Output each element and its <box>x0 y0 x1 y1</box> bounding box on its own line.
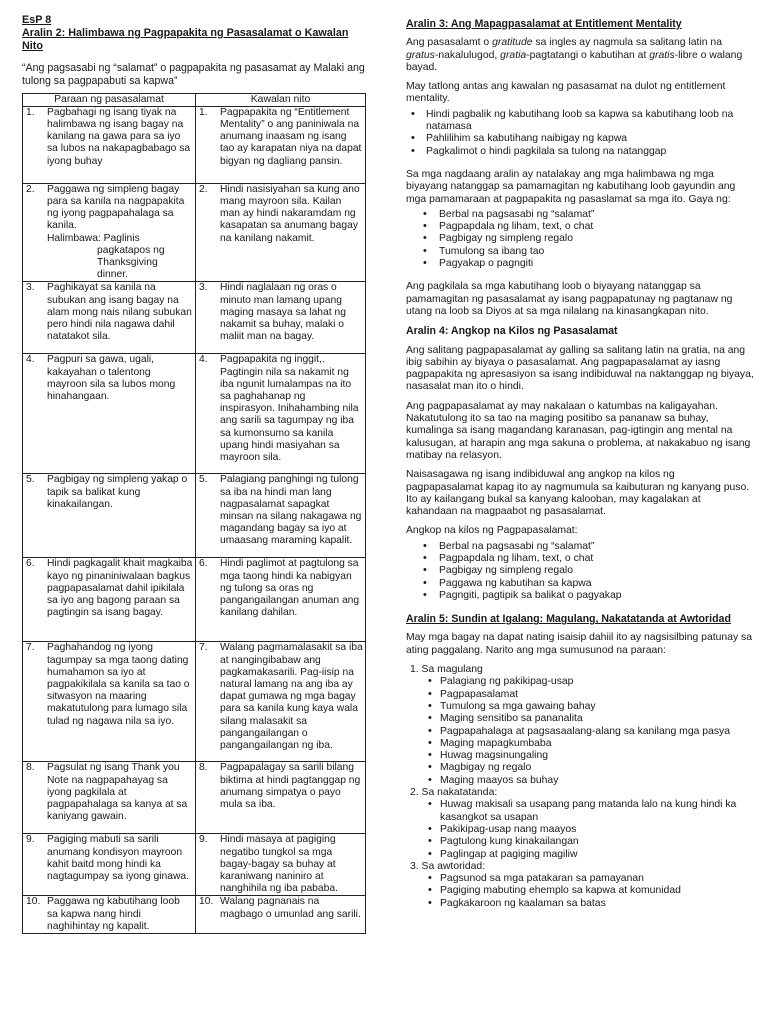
table-cell-absence <box>196 642 366 762</box>
item-text: Pagpapalagay sa sarili bilang biktima at hindi pagtanggap ng anumang simpatya o payo mula sa iba. <box>220 762 361 810</box>
item-number: 2. <box>199 183 208 195</box>
table-cell-way <box>23 762 196 834</box>
item-text: Hindi paglimot at pagtulong sa mga taong hindi ka nabigyan ng tulong sa oras ng pangangailangan anuman ang kanilang dahilan. <box>220 558 360 619</box>
item-number: 4. <box>199 354 208 366</box>
list-item: • Pakikipag-usap nang maayos <box>406 824 754 836</box>
list-item: • Pagtulong kung kinakailangan <box>406 836 754 848</box>
list-item: • Pagkalimot o hindi pagkilala sa tulong na natanggap <box>406 146 754 158</box>
list-item: • Paggawa ng kabutihan sa kapwa <box>406 578 754 590</box>
item-text: Pagsulat ng isang Thank you Note na nagpapahayag sa iyong pagkilala at pagpapahalaga sa kanya at sa kaniyang gawain. <box>47 762 188 823</box>
group-label: 3. Sa awtoridad: <box>410 860 486 872</box>
table-cell-way <box>23 896 196 934</box>
lesson-3-paragraph-4: Ang pagkilala sa mga kabutihang loob o biyayang natanggap sa pamamagitan ng pasasalamat ay isang pagpapatunay ng pagtanaw ng utang na loob sa Diyos at sa mga nilalang na kinasangkapan nito. <box>406 281 733 317</box>
lesson-5-group-authority <box>406 861 754 910</box>
lesson-4-paragraph-1: Ang salitang pagpapasalamat ay galling sa salitang latin na gratia, na ang ibig sabihin ay biyaya o pasasalamat. Ang pagpapasalamat ay iasng pagpapakita ng apresasiyon sa isang indibiduwal na naktanggap ng biyaya, nasasalat man ito o hindi. <box>406 344 754 393</box>
column-header-ways: Paraan ng pasasalamat <box>23 93 196 106</box>
item-number: 8. <box>199 762 208 774</box>
item-number: 5. <box>199 474 208 486</box>
item-text: Pagpapakita ng inggit,. Pagtingin nila sa nakamit ng iba ngunit lumalampas na ito sa paghahanap ng inspirasyon. Inihahambing nila ang sarili sa tagumpay ng iba sa kumonsumo sa kanila upang hindi masiyahan sa mayroon sila. <box>220 354 359 463</box>
item-number: 3. <box>199 282 208 294</box>
right-column <box>406 18 754 910</box>
item-number: 6. <box>199 558 208 570</box>
lesson-5-title: Aralin 5: Sundin at Igalang: Magulang, Nakatatanda at Awtoridad <box>406 613 731 626</box>
table-cell-absence <box>196 183 366 282</box>
example-text: pagkatapos ng Thanksgiving dinner. <box>97 244 165 281</box>
item-text: Hindi masaya at pagiging negatibo tungkol sa mga bagay-bagay sa buhay at karaniwang naniniro at nanghihila ng iba pababa. <box>220 834 338 895</box>
list-item: • Maging maayos sa buhay <box>406 775 754 787</box>
list-item: • Pahlilihim sa kabutihang naibigay ng kapwa <box>406 133 754 145</box>
lesson-3-list-1 <box>406 109 754 158</box>
list-item: • Berbal na pagsasabi ng “salamat” <box>406 209 754 221</box>
table-cell-way <box>23 474 196 558</box>
item-number: 2. <box>26 183 35 195</box>
list-item: • Maging sensitibo sa pananalita <box>406 713 754 725</box>
table-row <box>23 106 366 183</box>
lesson-3-paragraph-2: May tatlong antas ang kawalan ng pasasamat na dulot ng entitlement mentality. <box>406 81 726 105</box>
table-cell-absence <box>196 558 366 642</box>
lesson-4-paragraph-2: Ang pagpapasalamat ay may nakalaan o katumbas na kaligayahan. Nakatutulong ito sa tao na maging positibo sa pananaw sa buhay, kumalinga sa isang magandang karanasan, pag-igtingin ang mental na kalusugan, at harapin ang mga sakuna o problema, at nakakabuo ng isang matibay na relasyon. <box>406 400 751 461</box>
table-row <box>23 558 366 642</box>
table-row <box>23 183 366 282</box>
example-label: Halimbawa: Paglinis <box>47 232 140 244</box>
item-number: 1. <box>26 106 35 118</box>
lesson-4-paragraph-3: Naisasagawa ng isang indibiduwal ang angkop na kilos ng pagpapasalamat kapag ito ay nagmumula sa kaibuturan ng kanyang puso. Ito ay kailangang bukal sa kanyang kalooban, may kagalakan at kahandaan na magpaabot ng pasasalamat. <box>406 469 750 518</box>
lesson-5-group-elders <box>406 787 754 861</box>
lesson-3-paragraph-3: Sa mga nagdaang aralin ay natalakay ang mga halimbawa ng mga biyayang natanggap sa pamamagitan ng kabutihang loob gayundin ang mga pamamaraan at pagpapakita ng pasaslamat sa mga ito. Gaya ng: <box>406 168 736 205</box>
lesson-4-list <box>406 541 754 602</box>
table-row <box>23 282 366 354</box>
table-cell-absence <box>196 354 366 474</box>
table-cell-absence <box>196 106 366 183</box>
list-item: • Pagbigay ng simpleng regalo <box>406 233 754 245</box>
item-number: 10. <box>26 896 41 908</box>
item-text: Pagpuri sa gawa, ugali, kakayahan o talentong mayroon sila sa lubos mong hinahangaan. <box>47 354 176 402</box>
item-number: 5. <box>26 474 35 486</box>
lesson-4-title: Aralin 4: Angkop na Kilos ng Pasasalamat <box>406 325 618 338</box>
lesson-5-paragraph-1: May mga bagay na dapat nating isaisip dahiil ito ay nagsisilbing patunay sa ating paggalang. Narito ang mga sumusunod na paraan: <box>406 632 752 656</box>
table-cell-way <box>23 183 196 282</box>
item-text: Paggawa ng simpleng bagay para sa kanila na nagpapakita ng iyong pagpapahalaga sa kanila. <box>47 183 185 232</box>
item-text: Hindi pagkagalit khait magkaiba kayo ng pinaniniwalaan bagkus pagpapasalamat dahil ipikilala sa iyo ang bagong paraan sa pagtingin sa isang bagay. <box>47 558 193 619</box>
table-cell-absence <box>196 762 366 834</box>
table-header-row <box>23 93 366 106</box>
item-number: 10. <box>199 896 214 908</box>
list-item: • Palagiang ng pakikipag-usap <box>406 676 754 688</box>
list-item: • Pagpapahalaga at pagsasaalang-alang sa kanilang mga pasya <box>406 726 754 738</box>
item-number: 4. <box>26 354 35 366</box>
table-cell-way <box>23 106 196 183</box>
table-cell-absence <box>196 282 366 354</box>
lesson-3-paragraph-1: Ang pasasalamt o gratitude sa ingles ay nagmula sa salitang latin na gratus-nakalulugod, gratia-pagtatangi o kabutihan at gratis-libre o walang bayad. <box>406 37 743 73</box>
list-item: • Pagpapasalamat <box>406 689 754 701</box>
item-number: 7. <box>199 642 208 654</box>
item-number: 9. <box>199 834 208 846</box>
item-number: 3. <box>26 282 35 294</box>
item-text: Palagiang panghingi ng tulong sa iba na hindi man lang nagpasalamat sapagkat minsan na silang nakagawa ng magandang bagay sa iyo at umaasang maraming kapalit. <box>220 474 362 547</box>
table-cell-way <box>23 642 196 762</box>
lesson-2-quote: “Ang pagsasabi ng “salamat” o pagpapakita ng pasasamat ay Malaki ang tulong sa pagpapabuti sa kapwa” <box>22 61 365 87</box>
table-row <box>23 834 366 896</box>
list-item: • Tumulong sa mga gawaing bahay <box>406 701 754 713</box>
table-row <box>23 642 366 762</box>
lesson-3-title: Aralin 3: Ang Mapagpasalamat at Entitlement Mentality <box>406 18 682 30</box>
table-cell-absence <box>196 896 366 934</box>
table-row <box>23 354 366 474</box>
item-text: Hindi nasisiyahan sa kung ano mang mayroon sila. Kailan man ay hindi nakaramdam ng kasapatan sa anumang bagay na kanilang nakamit. <box>220 183 360 244</box>
list-item: • Pagpapdala ng liham, text, o chat <box>406 553 754 565</box>
list-item: • Pagiging mabuting ehemplo sa kapwa at komunidad <box>406 885 754 897</box>
item-text: Pagiging mabuti sa sarili anumang kondisyon mayroon kahit baitd mong hindi ka nagtagumpay sa iyong ginawa. <box>47 834 189 882</box>
item-number: 6. <box>26 558 35 570</box>
list-item: • Paglingap at pagiging magiliw <box>406 849 754 861</box>
group-label: 2. Sa nakatatanda: <box>410 787 498 799</box>
group-label: 1. Sa magulang <box>410 664 483 676</box>
list-item: • Pagpapdala ng liham, text, o chat <box>406 221 754 233</box>
list-item: • Huwag makisali sa usapang pang matanda lalo na kung hindi ka kasangkot sa usapan <box>406 799 754 824</box>
list-item: • Berbal na pagsasabi ng “salamat” <box>406 541 754 553</box>
list-item: • Pagyakap o pagngiti <box>406 258 754 270</box>
course-label: EsP 8 <box>22 14 52 26</box>
table-row <box>23 896 366 934</box>
table-cell-absence <box>196 474 366 558</box>
item-text: Walang pagmamalasakit sa iba at nangingibabaw ang pagkamakasarili. Pag-iisip na natural lamang na ang iba ay dapat gumawa ng mga bagay para sa kanila kung kaya wala silang malasakit sa pangangailangan o pangangailangan ng iba. <box>220 642 363 751</box>
list-item: • Pagbigay ng simpleng regalo <box>406 565 754 577</box>
lesson-5-group-parents <box>406 664 754 787</box>
list-item: • Pagsunod sa mga patakaran sa pamayanan <box>406 873 754 885</box>
list-item: • Magbigay ng regalo <box>406 762 754 774</box>
table-row <box>23 474 366 558</box>
item-text: Hindi naglalaan ng oras o minuto man lamang upang maging masaya sa lahat ng nakamit sa buhay, malaki o maliit man na bagay. <box>220 282 346 343</box>
item-number: 7. <box>26 642 35 654</box>
left-column <box>22 14 367 934</box>
item-number: 9. <box>26 834 35 846</box>
lesson-4-paragraph-4: Angkop na kilos ng Pagpapasalamat: <box>406 525 578 537</box>
item-text: Pagbahagi ng isang tiyak na halimbawa ng isang bagay na kanilang na gawa para sa iyo sa lubos na nakapagbabago sa iyong buhay <box>47 106 191 167</box>
list-item: • Hindi pagbalik ng kabutihang loob sa kapwa sa kabutihang loob na natamasa <box>406 109 754 134</box>
item-text: Walang pagnanais na magbago o umunlad ang sarili. <box>220 896 361 920</box>
table-row <box>23 762 366 834</box>
item-text: Paghikayat sa kanila na subukan ang isang bagay na alam mong nais nilang subukan pero hindi nila nagawa dahil natatakot sila. <box>47 282 192 343</box>
item-text: Paggawa ng kabutihang loob sa kapwa nang hindi naghihintay ng kapalit. <box>47 896 180 932</box>
table-cell-way <box>23 354 196 474</box>
list-item: • Pagkakaroon ng kaalaman sa batas <box>406 898 754 910</box>
gratitude-table <box>22 93 366 935</box>
list-item: • Huwag magsinungaling <box>406 750 754 762</box>
list-item: • Pagngiti, pagtipik sa balikat o pagyakap <box>406 590 754 602</box>
table-cell-way <box>23 558 196 642</box>
table-cell-absence <box>196 834 366 896</box>
column-header-absence: Kawalan nito <box>196 93 366 106</box>
item-text: Pagbigay ng simpleng yakap o tapik sa balikat kung kinakailangan. <box>47 474 188 510</box>
list-item: • Tumulong sa ibang tao <box>406 246 754 258</box>
item-number: 1. <box>199 106 208 118</box>
list-item: • Maging mapagkumbaba <box>406 738 754 750</box>
table-cell-way <box>23 282 196 354</box>
item-number: 8. <box>26 762 35 774</box>
item-text: Paghahandog ng iyong tagumpay sa mga taong dating humahamon sa iyo at pagpakikilala sa kanila sa tao o sitwasyon na maaring makatutulong para lumago sila tulad ng nagawa nila sa iyo. <box>47 642 190 727</box>
lesson-3-list-2 <box>406 209 754 270</box>
lesson-2-title: Aralin 2: Halimbawa ng Pagpapakita ng Pasasalamat o Kawalan Nito <box>22 26 349 52</box>
item-text: Pagpapakita ng “Entitlement Mentality” o ang paniniwala na anumang inaasam ng isang tao ay karapatan niya na dapat bigyan ng dagliang pansin. <box>220 106 362 167</box>
table-cell-way <box>23 834 196 896</box>
